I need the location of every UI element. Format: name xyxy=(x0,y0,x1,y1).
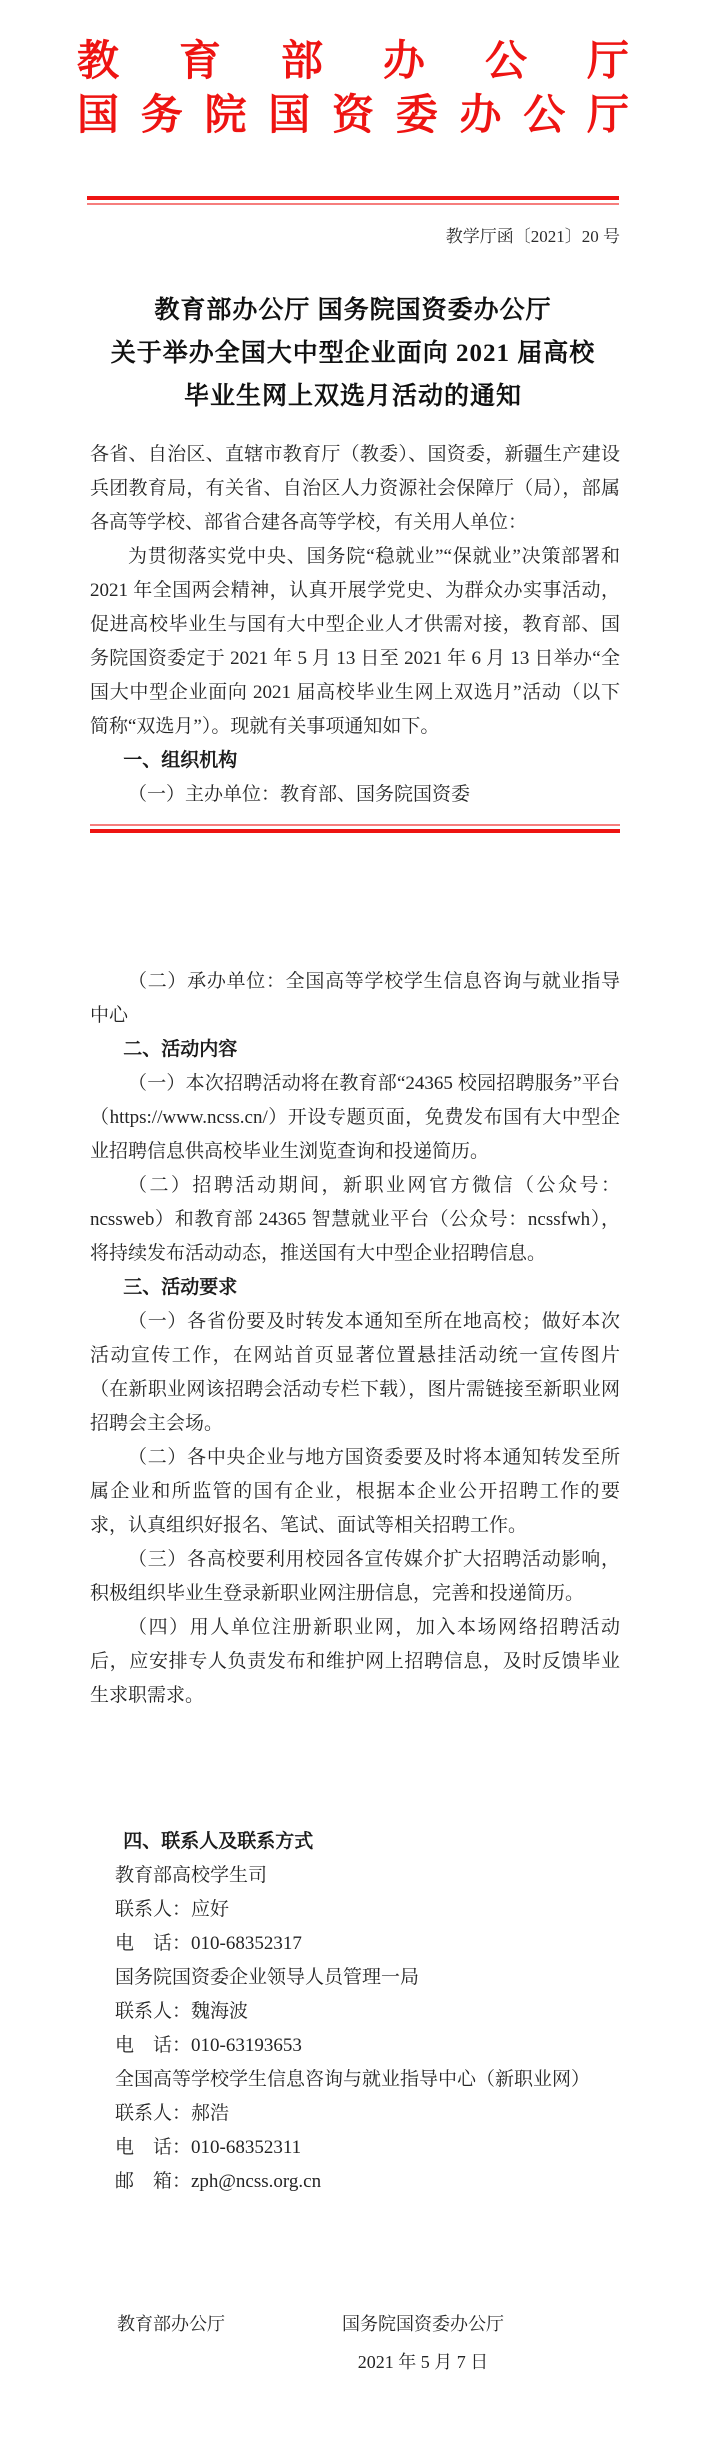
signature-moe: 教育部办公厅 xyxy=(117,2314,225,2334)
section-1-heading: 一、组织机构 xyxy=(123,750,238,771)
section-3-item-1: （一）各省份要及时转发本通知至所在地高校；做好本次活动宣传工作，在网站首页显著位置悬挂活动统一宣传图片（在新职业网该招聘会活动专栏下载），图片需链接至新职业网招聘会主会场。 xyxy=(90,1311,620,1434)
section-3-item-3: （三）各高校要利用校园各宣传媒介扩大招聘活动影响，积极组织毕业生登录新职业网注册信息，完善和投递简历。 xyxy=(90,1549,620,1604)
divider-thick-line xyxy=(90,829,620,833)
title-line-2: 关于举办全国大中型企业面向 2021 届高校 xyxy=(110,340,596,367)
contact-line: 国务院国资委企业领导人员管理一局 xyxy=(115,1967,420,1988)
section-3-heading: 三、活动要求 xyxy=(123,1277,238,1298)
divider-thin-line xyxy=(87,203,619,205)
page-break-divider xyxy=(90,824,620,833)
contact-line: 全国高等学校学生信息咨询与就业指导中心（新职业网） xyxy=(115,2069,591,2090)
title-line-1: 教育部办公厅 国务院国资委办公厅 xyxy=(154,297,552,324)
title-line-3: 毕业生网上双选月活动的通知 xyxy=(183,383,522,410)
salutation: 各省、自治区、直辖市教育厅（教委）、国资委，新疆生产建设兵团教育局，有关省、自治区人力资源社会保障厅（局），部属各高等学校、部省合建各高等学校，有关用人单位： xyxy=(90,444,620,533)
divider-thin-line xyxy=(90,824,620,826)
letterhead-line1: 教育部办公厅 xyxy=(77,39,629,85)
section-3-item-4: （四）用人单位注册新职业网，加入本场网络招聘活动后，应安排专人负责发布和维护网上招聘信息，及时反馈毕业生求职需求。 xyxy=(90,1617,620,1706)
contact-line: 电 话：010-68352317 xyxy=(115,1933,302,1954)
signature-sasac: 国务院国资委办公厅 xyxy=(342,2314,504,2334)
document-body xyxy=(0,438,706,2199)
signature-block xyxy=(0,2311,706,2421)
section-1-item-1: （一）主办单位：教育部、国务院国资委 xyxy=(128,784,471,805)
contact-line: 联系人：郝浩 xyxy=(115,2103,230,2124)
letterhead-line2: 国务院国资委办公厅 xyxy=(77,93,629,139)
signature-sasac-block xyxy=(340,2311,506,2375)
section-2-item-1: （一）本次招聘活动将在教育部“24365 校园招聘服务”平台（https://www.ncss.cn/）开设专题页面，免费发布国有大中型企业招聘信息供高校毕业生浏览查询和投递简历。 xyxy=(90,1073,620,1162)
section-4-heading: 四、联系人及联系方式 xyxy=(123,1831,314,1852)
letterhead-divider xyxy=(87,196,619,205)
document-number: 教学厅函〔2021〕20 号 xyxy=(445,227,620,246)
signature-date: 2021 年 5 月 7 日 xyxy=(357,2352,489,2372)
section-3-item-2: （二）各中央企业与地方国资委要及时将本通知转发至所属企业和所监管的国有企业，根据本企业公开招聘工作的要求，认真组织好报名、笔试、面试等相关招聘工作。 xyxy=(90,1447,620,1536)
contact-line: 电 话：010-68352311 xyxy=(115,2137,302,2158)
document-title xyxy=(0,289,706,418)
section-1-item-2: （二）承办单位：全国高等学校学生信息咨询与就业指导中心 xyxy=(90,971,620,1026)
contact-line: 联系人：应好 xyxy=(115,1899,230,1920)
contact-line: 邮 箱：zph@ncss.org.cn xyxy=(115,2171,322,2192)
section-2-heading: 二、活动内容 xyxy=(123,1039,238,1060)
section-2-item-2: （二）招聘活动期间，新职业网官方微信（公众号：ncssweb）和教育部 24365 智慧就业平台（公众号：ncssfwh），将持续发布活动动态，推送国有大中型企业招聘信息。 xyxy=(90,1175,620,1264)
contact-line: 联系人：魏海波 xyxy=(115,2001,249,2022)
intro-paragraph: 为贯彻落实党中央、国务院“稳就业”“保就业”决策部署和 2021 年全国两会精神，认真开展学党史、为群众办实事活动，促进高校毕业生与国有大中型企业人才供需对接，教育部、国务院国资委定于 2021 年 5 月 13 日至 2021 年 6 月 13 日举办“全国大中型企业面向 2021 届高校毕业生网上双选月”活动（以下简称“双选月”）。现就有关事项通知如下。 xyxy=(90,546,620,737)
contact-line: 电 话：010-63193653 xyxy=(115,2035,302,2056)
letterhead xyxy=(0,0,706,142)
contact-line: 教育部高校学生司 xyxy=(115,1865,268,1886)
contact-info xyxy=(90,1859,620,2199)
